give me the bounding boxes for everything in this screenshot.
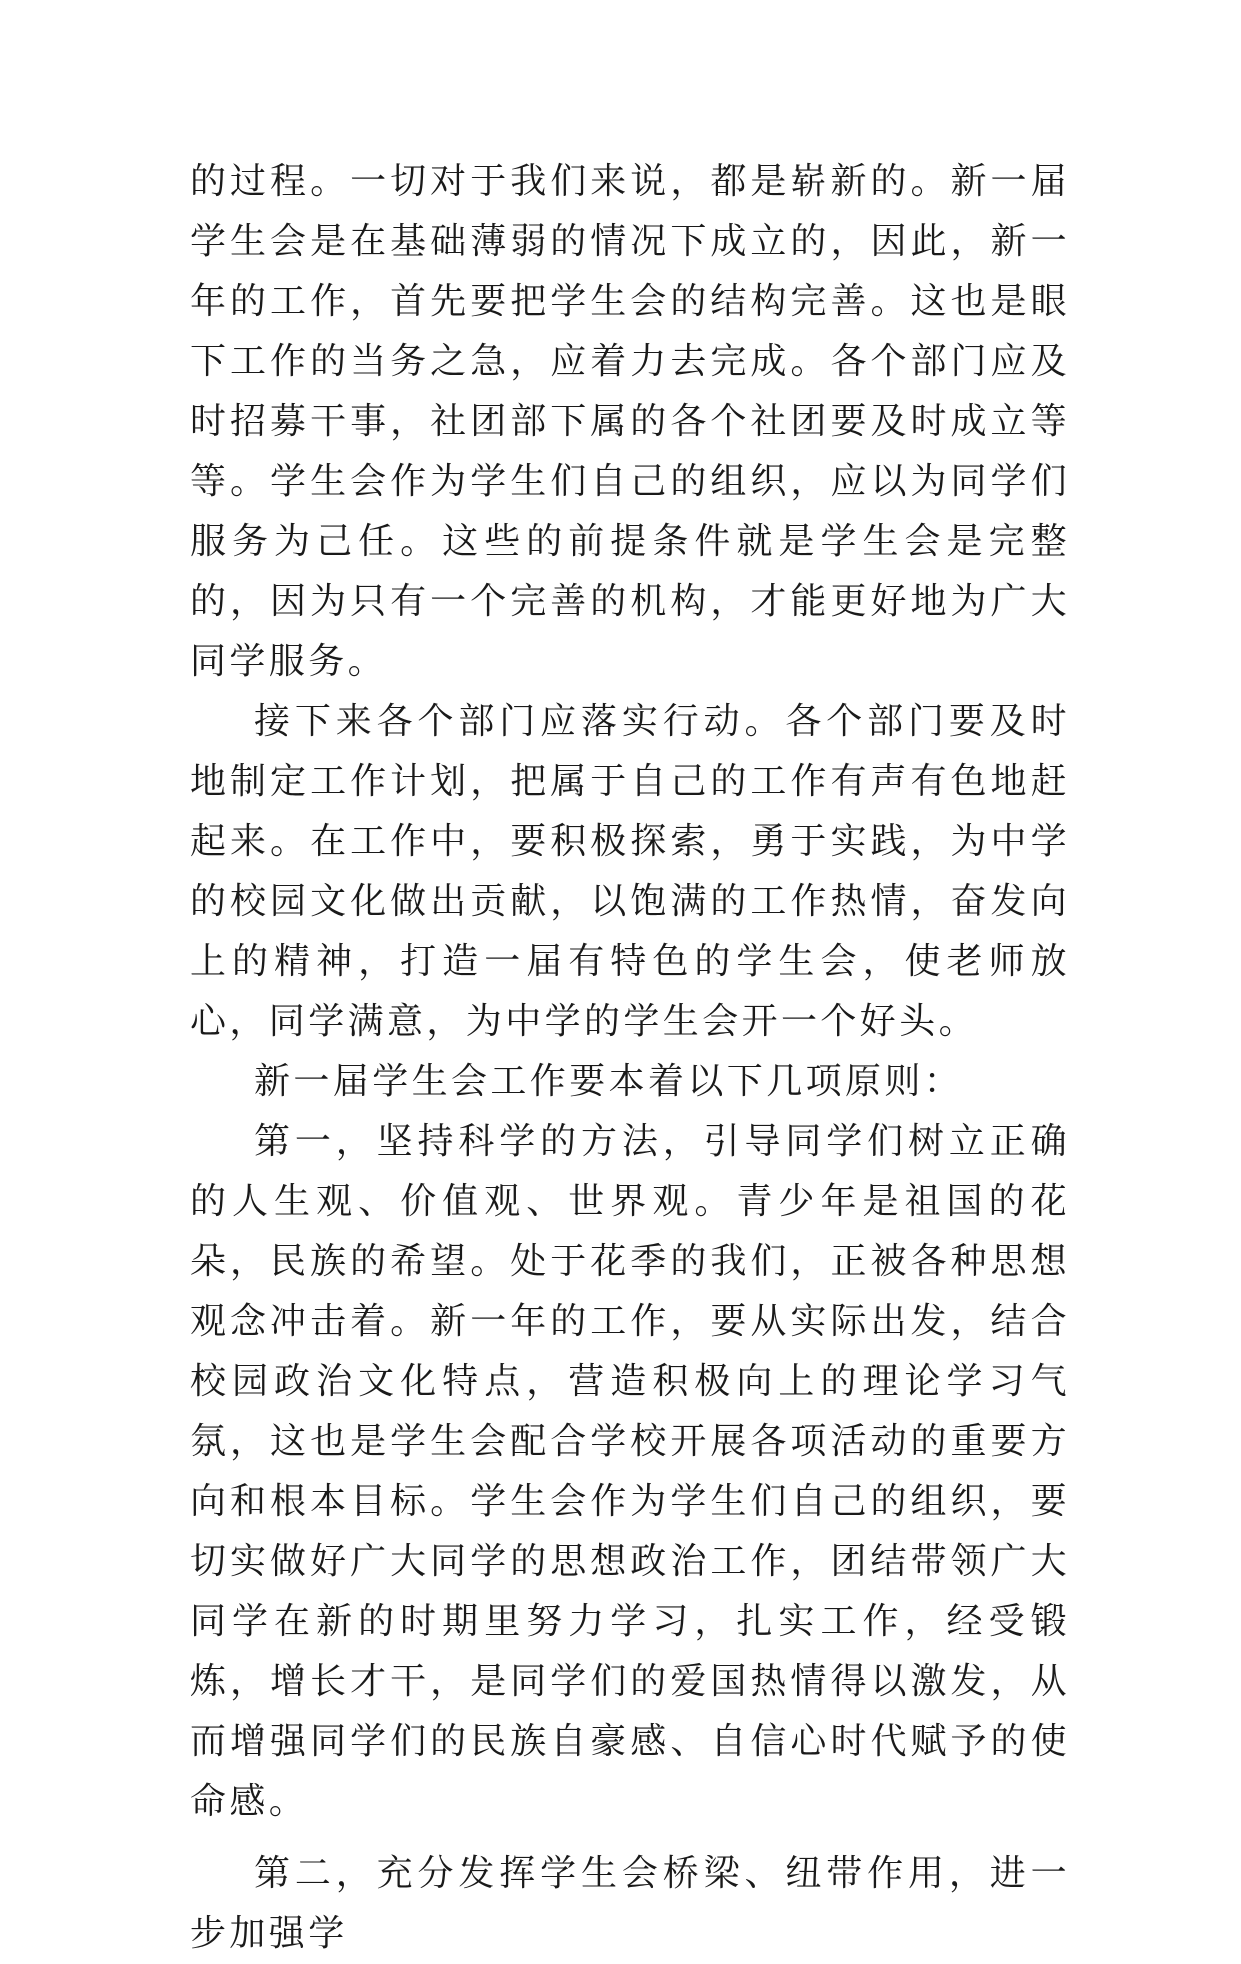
paragraph-principles-intro: 新一届学生会工作要本着以下几项原则：	[254, 1061, 964, 1102]
document-body	[190, 152, 1070, 1964]
paragraph-departments-action: 接下来各个部门应落实行动。各个部门要及时地制定工作计划，把属于自己的工作有声有色地赶起来。在工作中，要积极探索，勇于实践，为中学的校园文化做出贡献，以饱满的工作热情，奋发向上的精神，打造一届有特色的学生会，使老师放心，同学满意，为中学的学生会开一个好头。	[190, 701, 1070, 1042]
paragraph-principle-two: 第二，充分发挥学生会桥梁、纽带作用，进一步加强学	[190, 1853, 1070, 1954]
paragraph-continuation: 的过程。一切对于我们来说，都是崭新的。新一届学生会是在基础薄弱的情况下成立的，因此，新一年的工作，首先要把学生会的结构完善。这也是眼下工作的当务之急，应着力去完成。各个部门应及时招募干事，社团部下属的各个社团要及时成立等等。学生会作为学生们自己的组织，应以为同学们服务为己任。这些的前提条件就是学生会是完整的，因为只有一个完善的机构，才能更好地为广大同学服务。	[190, 161, 1070, 682]
paragraph-principle-one: 第一，坚持科学的方法，引导同学们树立正确的人生观、价值观、世界观。青少年是祖国的花朵，民族的希望。处于花季的我们，正被各种思想观念冲击着。新一年的工作，要从实际出发，结合校园政治文化特点，营造积极向上的理论学习气氛，这也是学生会配合学校开展各项活动的重要方向和根本目标。学生会作为学生们自己的组织，要切实做好广大同学的思想政治工作，团结带领广大同学在新的时期里努力学习，扎实工作，经受锻炼，增长才干，是同学们的爱国热情得以激发，从而增强同学们的民族自豪感、自信心时代赋予的使命感。	[190, 1121, 1070, 1822]
